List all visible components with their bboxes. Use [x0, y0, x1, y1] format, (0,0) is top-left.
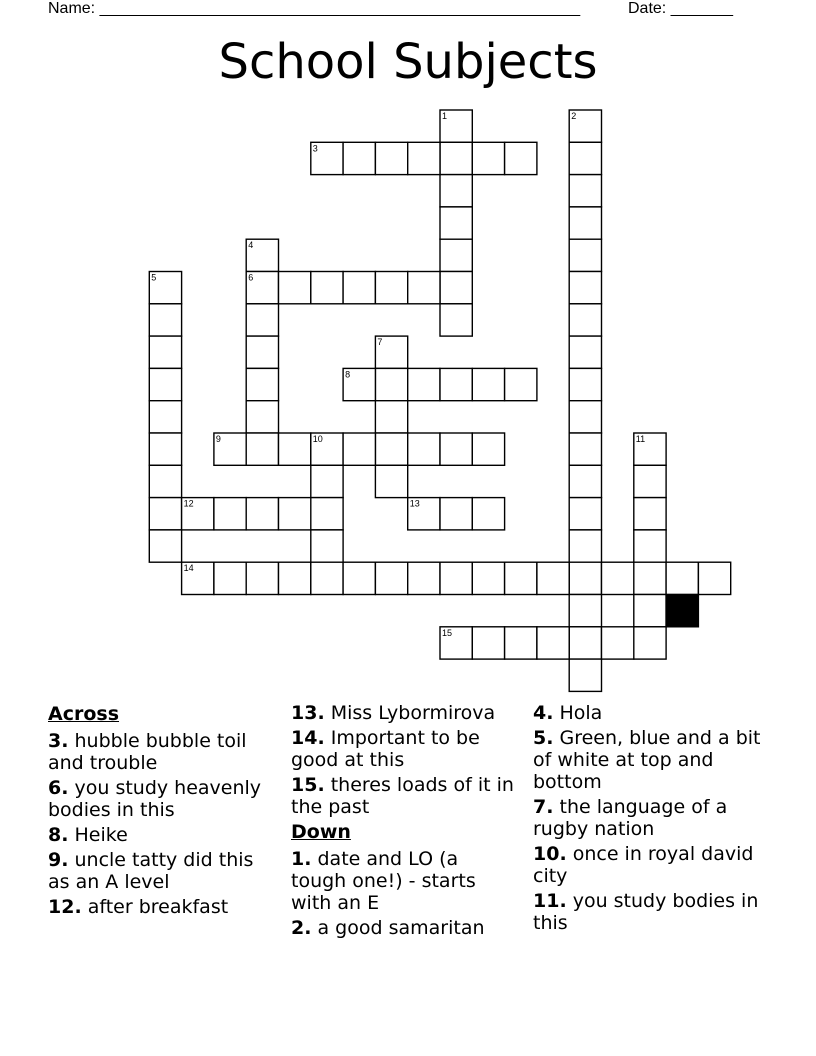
clue-number: 12. — [48, 896, 82, 918]
grid-cell[interactable] — [569, 175, 601, 207]
grid-cell[interactable] — [634, 530, 666, 562]
clue-list-col2-down — [291, 848, 519, 939]
clue-item — [291, 917, 519, 939]
name-field-label: Name: ______________________________________________________ — [48, 0, 581, 17]
clue-text: date and LO (a tough one!) - starts with an E — [291, 848, 476, 914]
clue-text: theres loads of it in the past — [291, 774, 514, 818]
clue-item — [533, 890, 761, 934]
grid-cell[interactable] — [569, 368, 601, 400]
grid-cell[interactable] — [408, 433, 440, 465]
grid-cell[interactable] — [505, 142, 537, 174]
grid-cell[interactable] — [149, 368, 181, 400]
grid-cell[interactable] — [440, 304, 472, 336]
clue-number-label: 9 — [215, 434, 221, 444]
grid-cell[interactable] — [634, 498, 666, 530]
clue-number-label: 7 — [377, 337, 383, 348]
across-heading: Across — [48, 703, 120, 725]
grid-cell[interactable] — [634, 595, 666, 627]
clue-item — [291, 774, 519, 818]
grid-cell[interactable] — [569, 659, 601, 691]
grid-cell[interactable] — [569, 498, 601, 530]
grid-cell[interactable] — [246, 433, 278, 465]
grid-cell[interactable] — [569, 304, 601, 336]
clue-number: 6. — [48, 777, 69, 799]
grid-cell[interactable] — [634, 562, 666, 594]
clue-number: 5. — [533, 727, 554, 749]
grid-cell[interactable] — [666, 562, 698, 594]
grid-cell[interactable] — [440, 142, 472, 174]
clue-text: the language of a rugby nation — [533, 796, 728, 840]
clue-number-label: 1 — [442, 111, 448, 121]
grid-cell[interactable] — [537, 562, 569, 594]
clue-item — [533, 702, 761, 724]
grid-cell[interactable] — [311, 498, 343, 530]
grid-cell[interactable] — [440, 207, 472, 239]
clue-item — [48, 896, 280, 918]
grid-cell[interactable] — [569, 530, 601, 562]
grid-cell[interactable] — [569, 401, 601, 433]
grid-cell[interactable] — [149, 530, 181, 562]
grid-cell[interactable] — [569, 562, 601, 594]
clue-number-label: 3 — [312, 143, 318, 154]
clue-number-label: 12 — [183, 498, 194, 509]
grid-cell[interactable] — [440, 272, 472, 304]
grid-cell[interactable] — [149, 433, 181, 465]
clue-text: a good samaritan — [311, 917, 485, 939]
clue-item — [533, 843, 761, 887]
clue-text: Important to be good at this — [291, 727, 480, 771]
clue-number: 8. — [48, 824, 69, 846]
grid-cell[interactable] — [375, 433, 407, 465]
grid-cell[interactable] — [440, 175, 472, 207]
grid-cell[interactable] — [472, 142, 504, 174]
grid-cell[interactable] — [698, 562, 730, 594]
clue-number-label: 8 — [345, 369, 351, 380]
grid-cell[interactable] — [375, 368, 407, 400]
grid-cell[interactable] — [311, 562, 343, 594]
grid-cell[interactable] — [279, 498, 311, 530]
clue-number-label: 13 — [409, 498, 420, 509]
grid-cell[interactable] — [149, 465, 181, 497]
clue-number-label: 5 — [151, 272, 157, 283]
grid-cell[interactable] — [569, 207, 601, 239]
clue-text: Heike — [68, 824, 128, 846]
grid-cell[interactable] — [472, 368, 504, 400]
clue-list-col1 — [48, 730, 280, 918]
grid-cell[interactable] — [246, 304, 278, 336]
clue-item — [533, 796, 761, 840]
grid-cell[interactable] — [375, 562, 407, 594]
clue-number: 14. — [291, 727, 325, 749]
clue-number: 15. — [291, 774, 325, 796]
clue-number: 1. — [291, 848, 312, 870]
date-field-label: Date: _______ — [628, 0, 733, 17]
grid-cell[interactable] — [279, 562, 311, 594]
grid-cell[interactable] — [149, 401, 181, 433]
grid-cell[interactable] — [214, 498, 246, 530]
grid-cell[interactable] — [149, 498, 181, 530]
clue-list-col3 — [533, 702, 761, 934]
clues-column-3 — [533, 702, 761, 937]
grid-cell[interactable] — [408, 562, 440, 594]
clue-number: 4. — [533, 702, 554, 724]
clue-text: Green, blue and a bit of white at top and bottom — [533, 727, 761, 793]
clue-number-label: 6 — [248, 272, 254, 283]
clue-item — [48, 849, 280, 893]
clue-item — [48, 824, 280, 846]
clue-item — [291, 727, 519, 771]
grid-cell[interactable] — [246, 401, 278, 433]
grid-cell[interactable] — [569, 595, 601, 627]
clue-number: 10. — [533, 843, 567, 865]
clue-text: uncle tatty did this as an A level — [48, 849, 254, 893]
grid-cell[interactable] — [569, 627, 601, 659]
grid-cell[interactable] — [375, 142, 407, 174]
grid-cell[interactable] — [569, 239, 601, 271]
grid-cell[interactable] — [569, 272, 601, 304]
grid-cell[interactable] — [149, 304, 181, 336]
grid-cell[interactable] — [505, 627, 537, 659]
clues-column-1 — [48, 702, 280, 921]
down-heading: Down — [291, 821, 351, 843]
grid-cell[interactable] — [505, 368, 537, 400]
grid-cell[interactable] — [440, 562, 472, 594]
clue-item — [291, 702, 519, 724]
grid-cell[interactable] — [311, 272, 343, 304]
grid-cell[interactable] — [408, 272, 440, 304]
grid-cell[interactable] — [537, 627, 569, 659]
grid-cell[interactable] — [472, 562, 504, 594]
grid-cell[interactable] — [375, 272, 407, 304]
grid-cell[interactable] — [246, 562, 278, 594]
grid-cell[interactable] — [375, 465, 407, 497]
grid-cell[interactable] — [375, 401, 407, 433]
grid-cell[interactable] — [246, 498, 278, 530]
grid-cell[interactable] — [472, 498, 504, 530]
clue-item — [533, 727, 761, 793]
clue-number-label: 14 — [183, 563, 194, 574]
grid-cell[interactable] — [472, 433, 504, 465]
clue-text: you study heavenly bodies in this — [48, 777, 262, 821]
grid-cell[interactable] — [214, 562, 246, 594]
clue-text: Miss Lybormirova — [324, 702, 496, 724]
grid-cell[interactable] — [311, 530, 343, 562]
clue-item — [48, 777, 280, 821]
clue-text: Hola — [553, 702, 603, 724]
page-title: School Subjects — [218, 34, 598, 90]
grid-cell[interactable] — [343, 272, 375, 304]
clue-number-label: 2 — [571, 111, 577, 121]
grid-cell[interactable] — [343, 433, 375, 465]
grid-cell[interactable] — [311, 465, 343, 497]
clue-number-label: 10 — [312, 434, 323, 444]
grid-cell[interactable] — [569, 433, 601, 465]
grid-cell[interactable] — [472, 627, 504, 659]
clue-number-label: 4 — [248, 240, 254, 251]
clue-number: 7. — [533, 796, 554, 818]
grid-cell[interactable] — [343, 142, 375, 174]
clue-list-col2-across — [291, 702, 519, 818]
grid-cell[interactable] — [634, 465, 666, 497]
clue-text: once in royal david city — [533, 843, 754, 887]
clue-number: 3. — [48, 730, 69, 752]
grid-cell[interactable] — [279, 272, 311, 304]
grid-cell[interactable] — [569, 465, 601, 497]
grid-cell[interactable] — [279, 433, 311, 465]
grid-cell[interactable] — [440, 368, 472, 400]
clue-text: after breakfast — [81, 896, 229, 918]
grid-cell[interactable] — [440, 239, 472, 271]
clue-number-label: 11 — [635, 434, 646, 444]
clue-number: 13. — [291, 702, 325, 724]
clue-text: hubble bubble toil and trouble — [48, 730, 247, 774]
grid-cell[interactable] — [149, 336, 181, 368]
clue-number: 11. — [533, 890, 567, 912]
clue-item — [291, 848, 519, 914]
grid-cell[interactable] — [343, 562, 375, 594]
black-cell — [666, 595, 698, 627]
grid-cell[interactable] — [408, 368, 440, 400]
grid-cell[interactable] — [246, 368, 278, 400]
clues-column-2 — [291, 702, 519, 942]
grid-cell[interactable] — [569, 336, 601, 368]
grid-cell[interactable] — [440, 433, 472, 465]
grid-cell[interactable] — [602, 562, 634, 594]
grid-cell[interactable] — [440, 498, 472, 530]
clue-text: you study bodies in this — [533, 890, 759, 934]
grid-cell[interactable] — [602, 627, 634, 659]
grid-cell[interactable] — [634, 627, 666, 659]
clue-item — [48, 730, 280, 774]
clue-number-label: 15 — [442, 627, 453, 638]
grid-cell[interactable] — [505, 562, 537, 594]
clue-number: 9. — [48, 849, 69, 871]
grid-cell[interactable] — [569, 142, 601, 174]
grid-cell[interactable] — [408, 142, 440, 174]
grid-cell[interactable] — [246, 336, 278, 368]
clue-number: 2. — [291, 917, 312, 939]
